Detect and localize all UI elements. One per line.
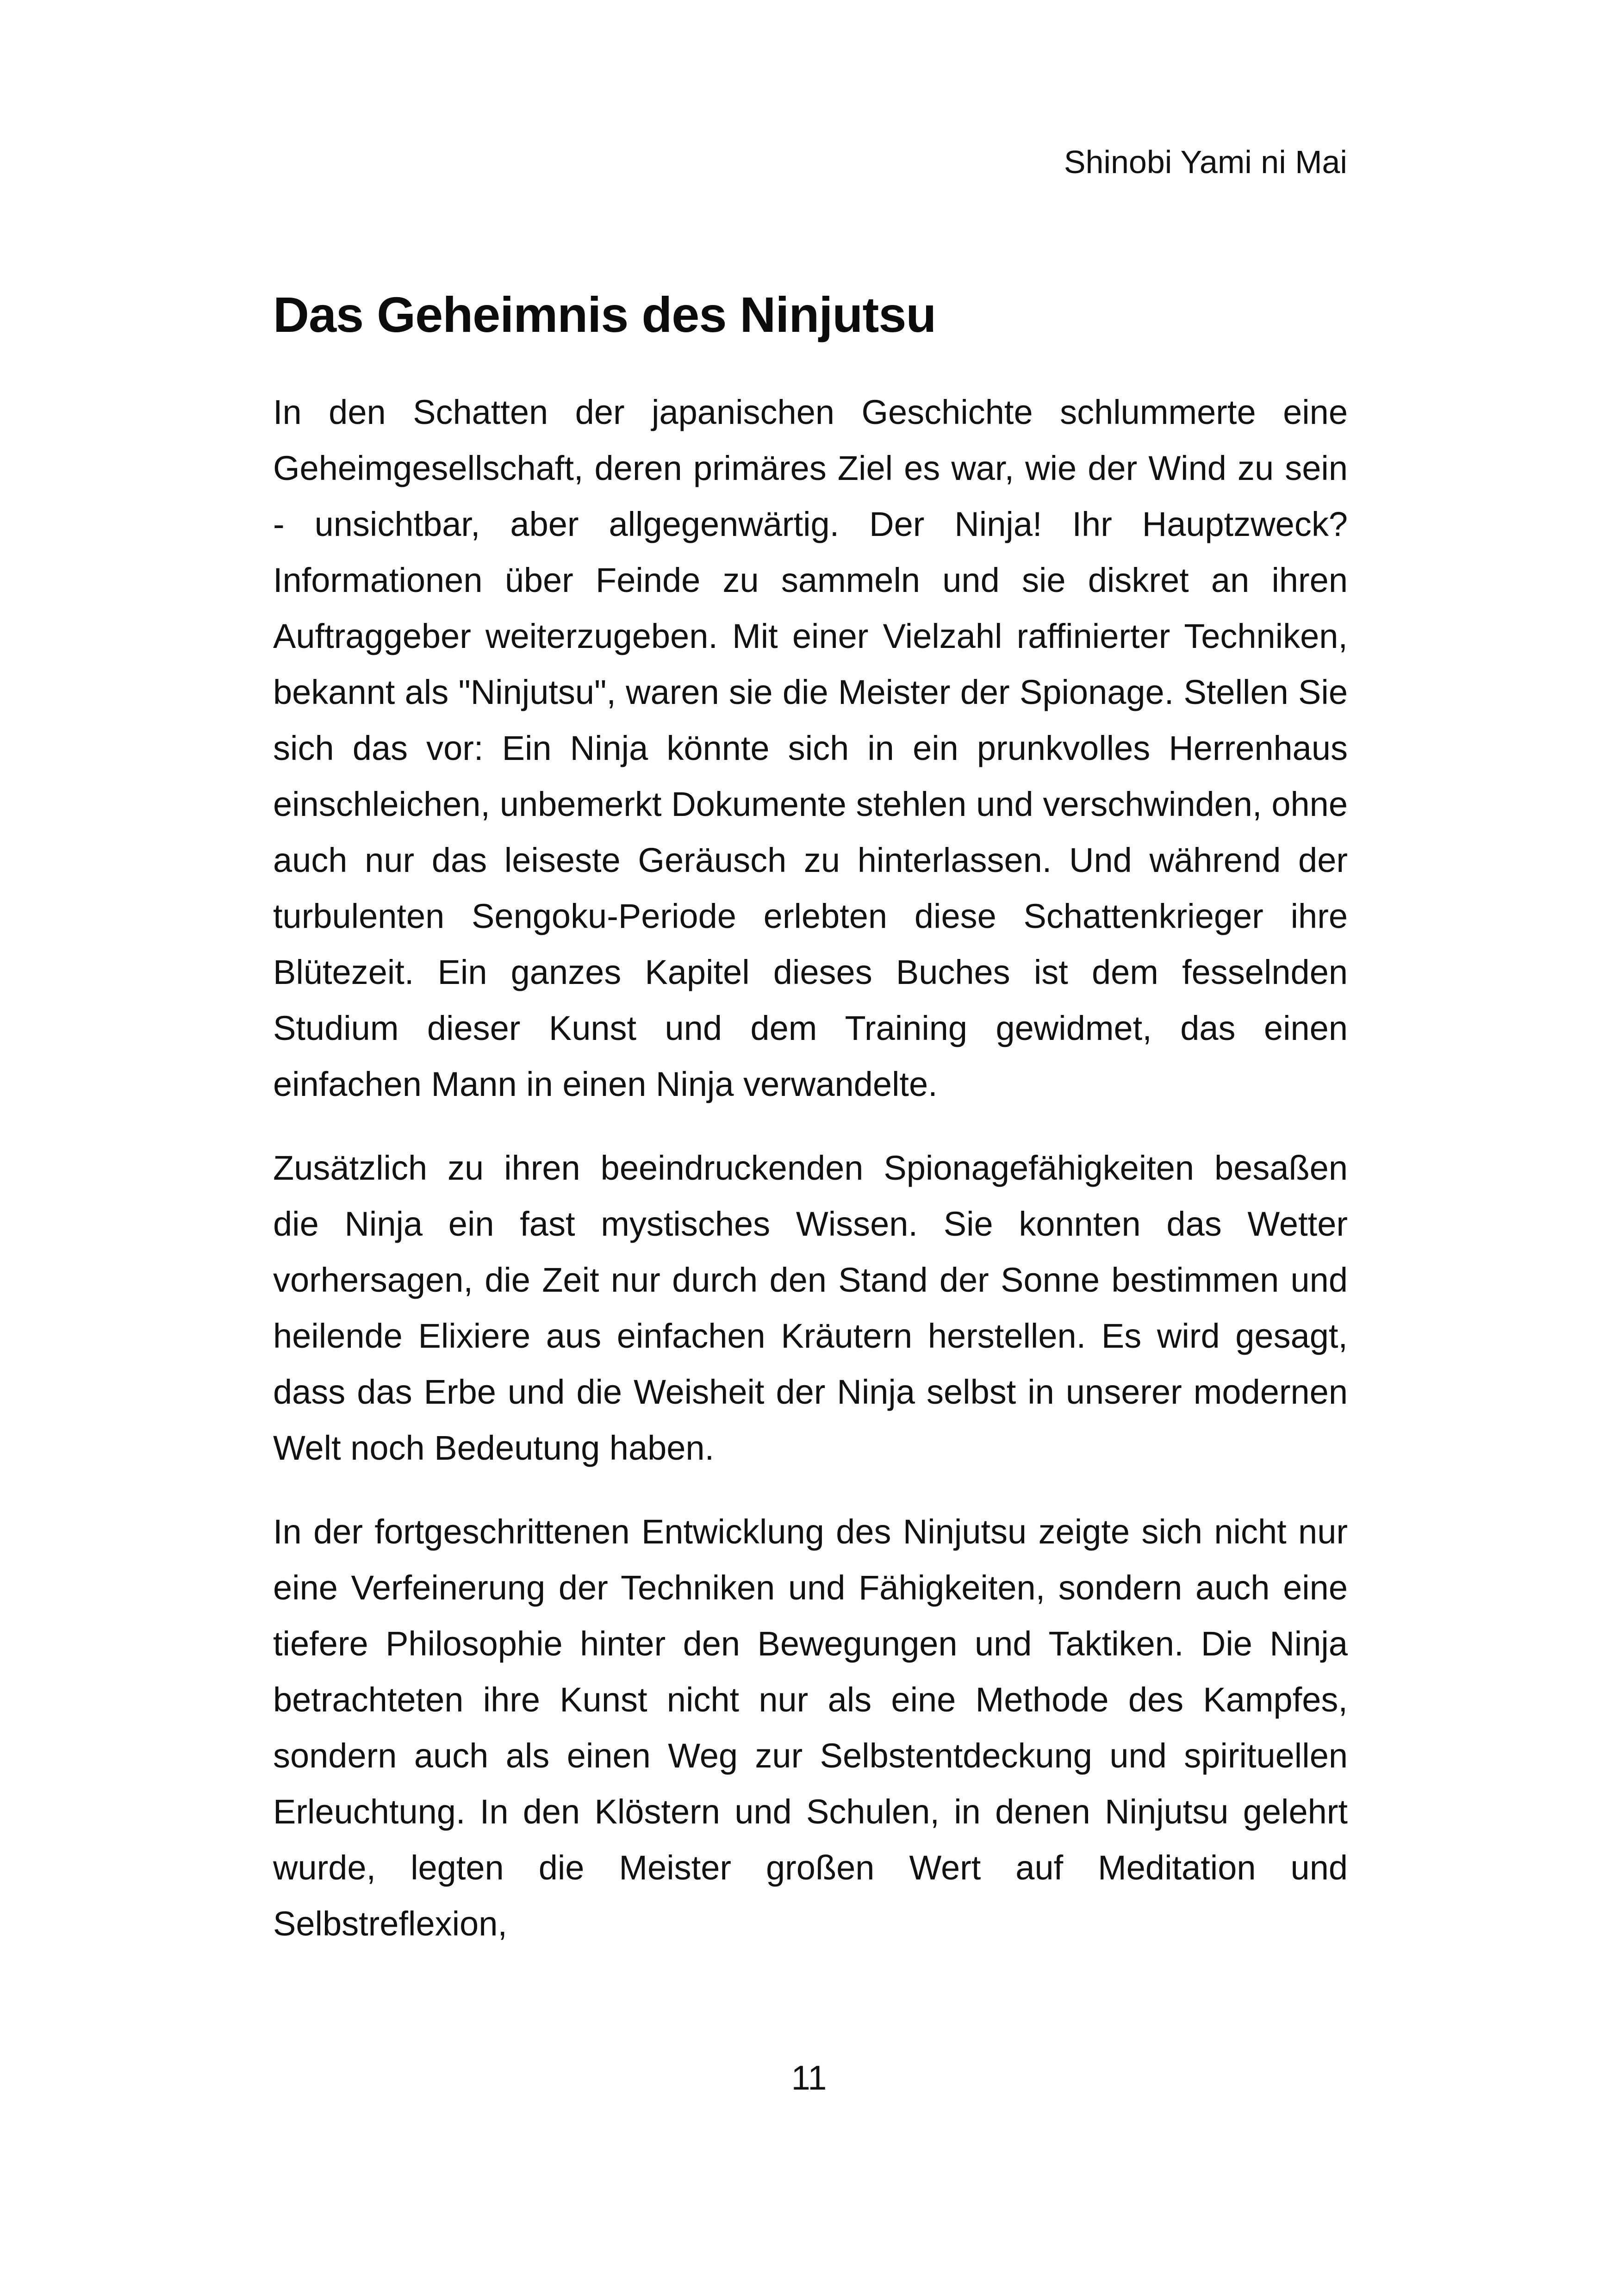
chapter-content — [273, 278, 1348, 1952]
paragraph-2: Zusätzlich zu ihren beeindruckenden Spionagefähigkeiten besaßen die Ninja ein fast mystisches Wissen. Sie konnten das Wetter vorhersagen, die Zeit nur durch den Stand der Sonne bestimmen und heilende Elixiere aus einfachen Kräutern herstellen. Es wird gesagt, dass das Erbe und die Weisheit der Ninja selbst in unserer modernen Welt noch Bedeutung haben. — [273, 1149, 1348, 1467]
page-number: 11 — [791, 2059, 827, 2097]
chapter-title: Das Geheimnis des Ninjutsu — [273, 286, 936, 342]
running-header: Shinobi Yami ni Mai — [1064, 144, 1347, 180]
paragraph-1: In den Schatten der japanischen Geschichte schlummerte eine Geheimgesellschaft, deren primäres Ziel es war, wie der Wind zu sein - unsichtbar, aber allgegenwärtig. Der Ninja! Ihr Hauptzweck? Informationen über Feinde zu sammeln und sie diskret an ihren Auftraggeber weiterzugeben. Mit einer Vielzahl raffinierter Techniken, bekannt als "Ninjutsu", waren sie die Meister der Spionage. Stellen Sie sich das vor: Ein Ninja könnte sich in ein prunkvolles Herrenhaus einschleichen, unbemerkt Dokumente stehlen und verschwinden, ohne auch nur das leiseste Geräusch zu hinterlassen. Und während der turbulenten Sengoku-Periode erlebten diese Schattenkrieger ihre Blütezeit. Ein ganzes Kapitel dieses Buches ist dem fesselnden Studium dieser Kunst und dem Training gewidmet, das einen einfachen Mann in einen Ninja verwandelte. — [273, 393, 1348, 1103]
paragraph-3: In der fortgeschrittenen Entwicklung des Ninjutsu zeigte sich nicht nur eine Verfeinerung der Techniken und Fähigkeiten, sondern auch eine tiefere Philosophie hinter den Bewegungen und Taktiken. Die Ninja betrachteten ihre Kunst nicht nur als eine Methode des Kampfes, sondern auch als einen Weg zur Selbstentdeckung und spirituellen Erleuchtung. In den Klöstern und Schulen, in denen Ninjutsu gelehrt wurde, legten die Meister großen Wert auf Meditation und Selbstreflexion, — [273, 1512, 1348, 1943]
